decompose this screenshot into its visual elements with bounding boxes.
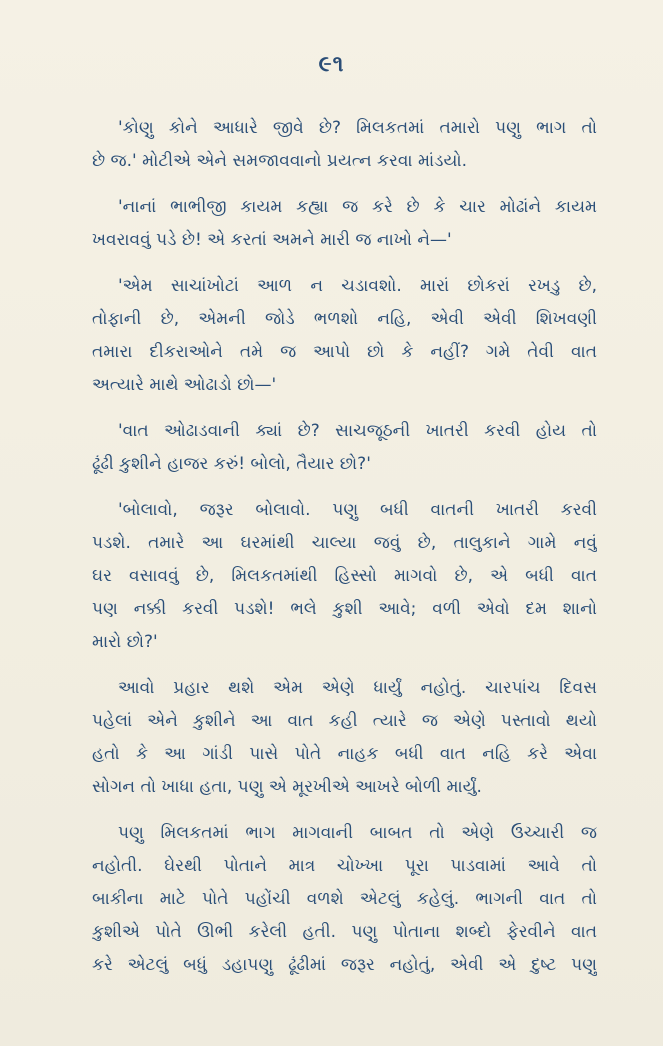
text-line: 'નાનાં ભાભીજી કાયમ કહ્યા જ કરે છે કે ચાર મોઢાંને કાયમ	[118, 197, 597, 217]
text-line: નહોતી. ઘેરથી પોતાને માત્ર ચોખ્ખા પૂરા પાડવામાં આવે તો	[92, 856, 597, 876]
text-line: ઢૂંઢી કુશીને હાજર કરું! બોલો, તૈયાર છો?'	[92, 454, 371, 474]
paragraph	[92, 672, 597, 804]
text-line: ખવરાવવું પડે છે! એ કરતાં અમને મારી જ નાખો ને—'	[92, 230, 452, 250]
text-line: પણ નક્કી કરવી પડશે! ભલે કુશી આવે; વળી એવો દમ શાનો	[92, 599, 597, 619]
paragraph	[92, 817, 597, 982]
text-line: 'કોણુ કોને આધારે જીવે છે? મિલકતમાં તમારો પણુ ભાગ તો	[118, 118, 597, 138]
text-line: આવો પ્રહાર થશે એમ એણે ધાર્યું નહોતું. ચારપાંચ દિવસ	[118, 678, 597, 698]
paragraph	[92, 494, 597, 659]
paragraph	[92, 191, 597, 257]
text-line: છે જ.' મોટીએ એને સમજાવવાનો પ્રયત્ન કરવા માંડયો.	[92, 151, 468, 171]
text-line: કુશીએ પોતે ઊભી કરેલી હતી. પણુ પોતાના શબ્દો ફેરવીને વાત	[92, 922, 597, 942]
page-number: ૯૧	[318, 52, 345, 77]
text-line: સોગન તો ખાધા હતા, પણુ એ મૂરખીએ આખરે બોળી માર્યું.	[92, 777, 482, 797]
body-text	[92, 112, 597, 995]
text-line: તોફાની છે, એમની જોડે ભળશો નહિ, એવી એવી શિખવણી	[92, 309, 597, 329]
paragraph	[92, 415, 597, 481]
text-line: પહેલાં એને કુશીને આ વાત કહી ત્યારે જ એણે પસ્તાવો થયો	[92, 711, 597, 731]
text-line: ઘર વસાવવું છે, મિલકતમાંથી હિસ્સો માગવો છે, એ બધી વાત	[92, 566, 597, 586]
text-line: અત્યારે માથે ઓઢાડો છો—'	[92, 375, 277, 395]
text-line: કરે એટલું બધું ડહાપણુ ઢૂંઢીમાં જરૂર નહોતું, એવી એ દુષ્ટ પણુ	[92, 955, 597, 975]
text-line: તમારા દીકરાઓને તમે જ આપો છો કે નહીં? ગમે તેવી વાત	[92, 342, 597, 362]
text-line: હતો કે આ ગાંડી પાસે પોતે નાહક બધી વાત નહિ કરે એવા	[92, 744, 597, 764]
text-line: બાકીના માટે પોતે પહોંચી વળશે એટલું કહેલું. ભાગની વાત તો	[92, 889, 597, 909]
text-line: પણુ મિલકતમાં ભાગ માગવાની બાબત તો એણે ઉચ્ચારી જ	[118, 823, 597, 843]
paragraph	[92, 270, 597, 402]
text-line: 'વાત ઓઢાડવાની ક્યાં છે? સાચજૂઠની ખાતરી કરવી હોય તો	[118, 421, 597, 441]
text-line: 'એમ સાચાંખોટાં આળ ન ચડાવશો. મારાં છોકરાં રખડુ છે,	[118, 276, 597, 296]
text-line: મારો છો?'	[92, 632, 158, 652]
paragraph	[92, 112, 597, 178]
text-line: પડશે. તમારે આ ઘરમાંથી ચાલ્યા જવું છે, તાલુકાને ગામે નવું	[92, 533, 597, 553]
text-line: 'બોલાવો, જરૂર બોલાવો. પણુ બધી વાતની ખાતરી કરવી	[118, 500, 597, 520]
